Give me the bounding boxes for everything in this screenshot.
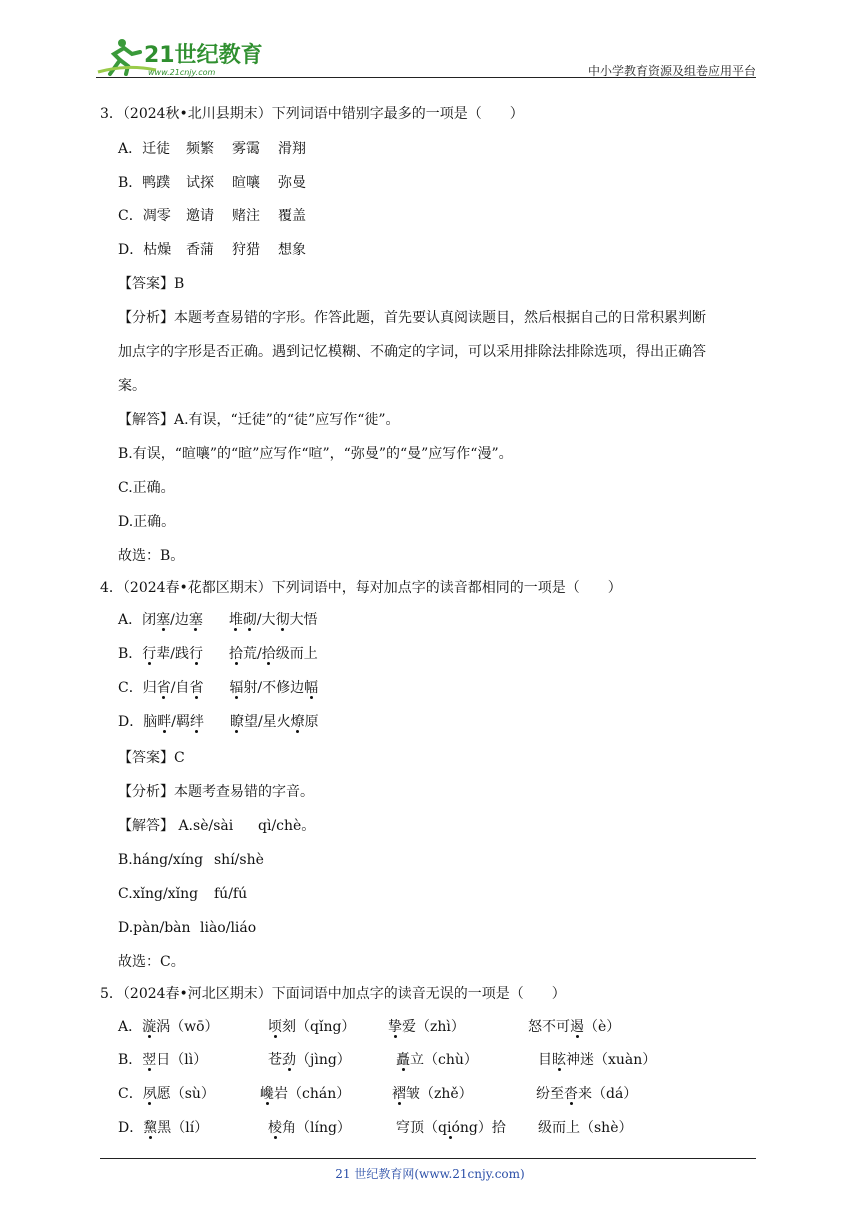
q3-solution-4: D.正确。: [118, 514, 176, 530]
q4-option-d[interactable]: D．脑畔/羁绊 瞭望/星火燎原: [118, 714, 319, 730]
q5-option-b[interactable]: B．翌日（lì） 苍劲（jìng） 矗立（chù） 目眩神迷（xuàn）: [118, 1052, 657, 1068]
q3-analysis-3: 案。: [118, 378, 146, 394]
q4-option-b[interactable]: B．行辈/践行 拾荒/拾级而上: [118, 646, 318, 662]
footer-link[interactable]: 21 世纪教育网(www.21cnjy.com): [335, 1167, 525, 1181]
q4-solution-1: 【解答】 A.sè/sài qì/chè。: [118, 818, 316, 834]
q3-option-b[interactable]: B．鸭蹼 试探 暄嚷 弥曼: [118, 175, 306, 191]
q3-option-a[interactable]: A．迁徒 频繁 雾霭 滑翔: [118, 141, 306, 157]
q4-solution-3: C.xǐng/xǐng fú/fú: [118, 886, 248, 902]
q3-option-d[interactable]: D．枯燥 香蒲 狩猎 想象: [118, 242, 306, 258]
footer-divider: [100, 1158, 756, 1159]
q4-stem: 4．（2024春•花都区期末）下列词语中，每对加点字的读音都相同的一项是（ ）: [100, 580, 622, 596]
q3-option-c[interactable]: C．凋零 邀请 赌注 覆盖: [118, 208, 306, 224]
q4-option-c[interactable]: C．归省/自省 辐射/不修边幅: [118, 680, 319, 696]
site-logo[interactable]: [96, 34, 266, 78]
q3-stem: 3．（2024秋•北川县期末）下列词语中错别字最多的一项是（ ）: [100, 106, 524, 122]
platform-title: 中小学教育资源及组卷应用平台: [587, 64, 756, 78]
q5-option-c[interactable]: C．夙愿（sù） 巉岩（chán） 褶皱（zhě） 纷至沓来（dá）: [118, 1086, 638, 1102]
q3-choice: 故选：B。: [118, 548, 185, 564]
q3-solution-1: 【解答】A.有误，“迁徒”的“徒”应写作“徙”。: [118, 412, 400, 428]
q5-stem: 5．（2024春•河北区期末）下面词语中加点字的读音无误的一项是（ ）: [100, 986, 566, 1002]
q4-analysis: 【分析】本题考查易错的字音。: [118, 784, 314, 800]
q3-solution-2: B.有误，“暄嚷”的“暄”应写作“喧”，“弥曼”的“曼”应写作“漫”。: [118, 446, 513, 462]
q3-solution-3: C.正确。: [118, 480, 175, 496]
q5-option-a[interactable]: A．漩涡（wō） 顷刻（qǐng） 挚爱（zhì） 怒不可遏（è）: [118, 1019, 621, 1035]
logo-url: www.21cnjy.com: [148, 68, 216, 77]
q3-answer: 【答案】B: [118, 276, 185, 292]
q4-solution-2: B.háng/xíng shí/shè: [118, 852, 264, 868]
q3-analysis-1: 【分析】本题考查易错的字形。作答此题，首先要认真阅读题目，然后根据自己的日常积累判断: [118, 310, 706, 326]
q5-option-d[interactable]: D．黧黑（lí） 棱角（líng） 穹顶（qióng）拾 级而上（shè）: [118, 1120, 633, 1136]
q4-solution-4: D.pàn/bàn liào/liáo: [118, 920, 257, 936]
header-divider: [96, 77, 756, 78]
q4-choice: 故选：C。: [118, 954, 185, 970]
q3-analysis-2: 加点字的字形是否正确。遇到记忆模糊、不确定的字词，可以采用排除法排除选项，得出正确答: [118, 344, 706, 360]
q4-answer: 【答案】C: [118, 750, 185, 766]
logo-text: 21世纪教育: [144, 43, 263, 68]
page-header: [96, 30, 756, 80]
q4-option-a[interactable]: A．闭塞/边塞 堆砌/大彻大悟: [118, 612, 318, 628]
